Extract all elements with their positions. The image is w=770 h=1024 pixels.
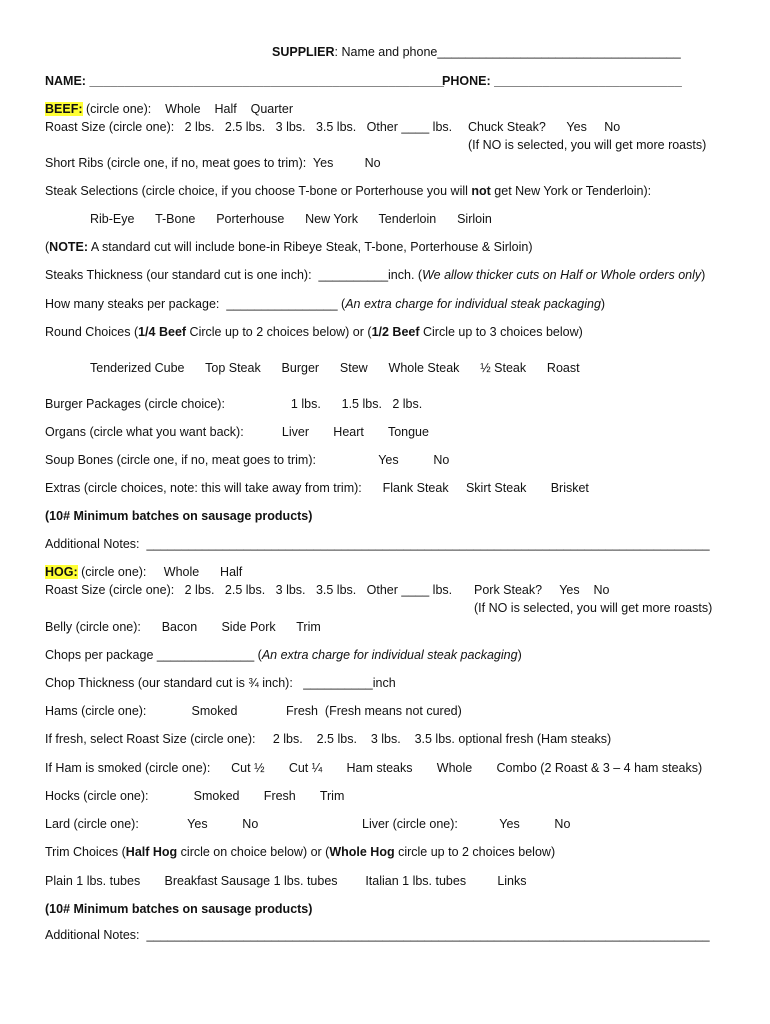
chops-text: Chops per package ______________ ( (45, 648, 262, 662)
note-open: ( (45, 240, 50, 254)
chops-close: ) (517, 648, 522, 662)
beef-note (45, 239, 533, 255)
round-half: 1/2 Beef (371, 325, 420, 339)
hog-lard[interactable]: Lard (circle one): Yes No (45, 817, 259, 831)
beef-type-line (45, 101, 293, 117)
hog-trim-choices (45, 844, 555, 860)
thickness-text: Steaks Thickness (our standard cut is one inch): __________inch. ( (45, 268, 423, 282)
steak-selection-text: Steak Selections (circle choice, if you choose T-bone or Porterhouse you will (45, 184, 472, 198)
hog-sausage-options[interactable]: Plain 1 lbs. tubes Breakfast Sausage 1 lbs. tubes Italian 1 lbs. tubes Links (45, 874, 527, 888)
round-text-1: Round Choices ( (45, 325, 139, 339)
hog-circle-one[interactable]: (circle one): Whole Half (77, 565, 243, 579)
beef-round-options[interactable]: Tenderized Cube Top Steak Burger Stew Whole Steak ½ Steak Roast (90, 361, 580, 375)
hog-chop-thickness[interactable]: Chop Thickness (our standard cut is ¾ inch): __________inch (45, 676, 396, 690)
steaks-pkg-text: How many steaks per package: ________________ ( (45, 297, 346, 311)
round-text-2: Circle up to 2 choices below) or ( (186, 325, 372, 339)
round-quarter: 1/4 Beef (138, 325, 187, 339)
round-text-3: Circle up to 3 choices below) (419, 325, 583, 339)
hog-chops-per-package[interactable] (45, 647, 522, 663)
trim-whole-hog: Whole Hog (329, 845, 395, 859)
steaks-pkg-note: An extra charge for individual steak packaging (345, 297, 601, 311)
beef-steak-thickness[interactable] (45, 267, 705, 283)
supplier-line (272, 44, 681, 60)
supplier-field[interactable]: : Name and phone___________________________________ (334, 45, 681, 59)
thickness-note: We allow thicker cuts on Half or Whole orders only (422, 268, 702, 282)
beef-steak-selection (45, 183, 651, 199)
steaks-pkg-close: ) (600, 297, 606, 311)
steak-selection-not: not (471, 184, 491, 198)
hog-hams[interactable]: Hams (circle one): Smoked Fresh (Fresh means not cured) (45, 704, 462, 718)
chops-note: An extra charge for individual steak packaging (261, 648, 518, 662)
hog-pork-steak[interactable]: Pork Steak? Yes No (474, 583, 610, 597)
note-label: NOTE: (49, 240, 89, 254)
trim-text-2: circle on choice below) or ( (177, 845, 330, 859)
hog-pork-note: (If NO is selected, you will get more roasts) (474, 601, 713, 615)
thickness-close: ) (701, 268, 706, 282)
hog-additional-notes[interactable]: Additional Notes: _________________________________________________________________________________ (45, 928, 710, 942)
hog-title: HOG: (45, 565, 78, 579)
beef-round-choices (45, 324, 583, 340)
trim-text-1: Trim Choices ( (45, 845, 126, 859)
beef-organs[interactable]: Organs (circle what you want back): Liver Heart Tongue (45, 425, 429, 439)
hog-liver[interactable]: Liver (circle one): Yes No (362, 817, 571, 831)
beef-steaks-per-package[interactable] (45, 296, 605, 312)
beef-short-ribs[interactable]: Short Ribs (circle one, if no, meat goes to trim): Yes No (45, 156, 381, 170)
note-text: A standard cut will include bone-in Ribeye Steak, T-bone, Porterhouse & Sirloin) (88, 240, 533, 254)
beef-steak-options[interactable]: Rib-Eye T-Bone Porterhouse New York Tenderloin Sirloin (90, 212, 492, 226)
beef-chuck-note: (If NO is selected, you will get more roasts) (468, 138, 707, 152)
beef-minimum-note: (10# Minimum batches on sausage products) (45, 509, 313, 523)
beef-burger-packages[interactable]: Burger Packages (circle choice): 1 lbs. 1.5 lbs. 2 lbs. (45, 397, 423, 411)
hog-hocks[interactable]: Hocks (circle one): Smoked Fresh Trim (45, 789, 345, 803)
hog-roast-size[interactable]: Roast Size (circle one): 2 lbs. 2.5 lbs. 3 lbs. 3.5 lbs. Other ____ lbs. (45, 583, 453, 597)
hog-type-line (45, 564, 242, 580)
beef-soup-bones[interactable]: Soup Bones (circle one, if no, meat goes to trim): Yes No (45, 453, 450, 467)
trim-half-hog: Half Hog (125, 845, 178, 859)
trim-text-3: circle up to 2 choices below) (394, 845, 556, 859)
supplier-label: SUPPLIER (272, 45, 335, 59)
beef-chuck-steak[interactable]: Chuck Steak? Yes No (468, 120, 621, 134)
beef-circle-one[interactable]: (circle one): Whole Half Quarter (82, 102, 293, 116)
hog-minimum-note: (10# Minimum batches on sausage products) (45, 902, 313, 916)
beef-additional-notes[interactable]: Additional Notes: _________________________________________________________________________________ (45, 537, 710, 551)
steak-selection-text-end: get New York or Tenderloin): (490, 184, 652, 198)
phone-field[interactable]: PHONE: ___________________________ (442, 74, 682, 88)
hog-smoked-ham[interactable]: If Ham is smoked (circle one): Cut ½ Cut ¼ Ham steaks Whole Combo (2 Roast & 3 – 4 ham steaks) (45, 761, 703, 775)
beef-roast-size[interactable]: Roast Size (circle one): 2 lbs. 2.5 lbs. 3 lbs. 3.5 lbs. Other ____ lbs. (45, 120, 453, 134)
hog-belly[interactable]: Belly (circle one): Bacon Side Pork Trim (45, 620, 321, 634)
name-field[interactable]: NAME: ___________________________________________________ (45, 74, 444, 88)
beef-extras[interactable]: Extras (circle choices, note: this will take away from trim): Flank Steak Skirt Steak Brisket (45, 481, 589, 495)
hog-fresh-roast-size[interactable]: If fresh, select Roast Size (circle one): 2 lbs. 2.5 lbs. 3 lbs. 3.5 lbs. optional fresh (Ham steaks) (45, 732, 612, 746)
beef-title: BEEF: (45, 102, 83, 116)
